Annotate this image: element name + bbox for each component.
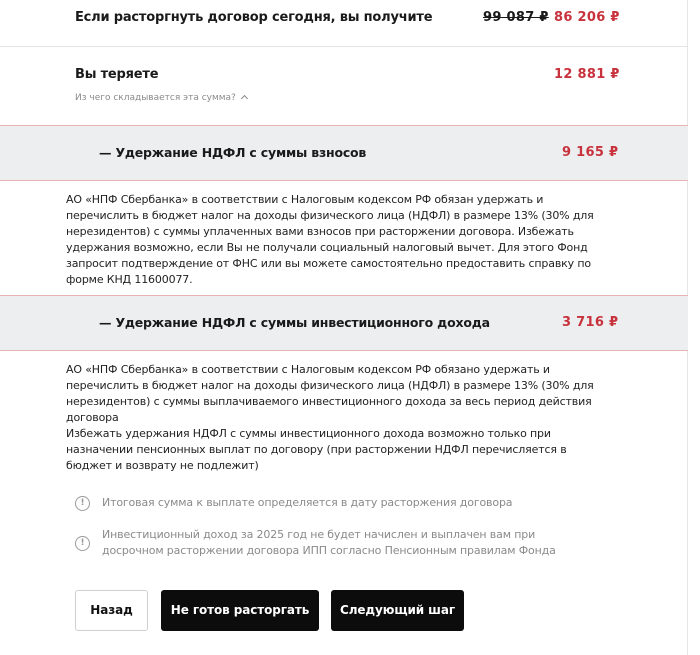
- info-icon: !: [75, 496, 90, 511]
- loss-amount: 12 881 ₽: [554, 67, 620, 82]
- info-note-text: Итоговая сумма к выплате определяется в дату расторжения договора: [102, 496, 513, 509]
- section-title: — Удержание НДФЛ с суммы взносов: [99, 145, 367, 160]
- info-note: [75, 527, 595, 561]
- loss-label: Вы теряете: [75, 67, 159, 82]
- section-header-investment-income-tax[interactable]: [0, 295, 688, 351]
- section-paragraph: АО «НПФ Сбербанка» в соответствии с Налоговым кодексом РФ обязано удержать и перечислить в бюджет налог на доходы физического лица (НДФЛ) в размере 13% (30% для нерезидентов) с суммы выплачиваемого инвестиционного дохода за весь период действия договора: [66, 363, 594, 424]
- not-ready-button[interactable]: Не готов расторгать: [161, 590, 319, 631]
- back-button[interactable]: Назад: [75, 590, 148, 631]
- loss-details-link[interactable]: Из чего складывается эта сумма?: [75, 93, 236, 103]
- section-amount: 3 716 ₽: [562, 315, 619, 330]
- section-paragraph: АО «НПФ Сбербанка» в соответствии с Налоговым кодексом РФ обязан удержать и перечислить в бюджет налог на доходы физического лица (НДФЛ) в размере 13% (30% для нерезидентов) с суммы уплаченных вами взносов при расторжении договора. Избежать удержания возможно, если Вы не получали социальный налоговый вычет. Для этого Фонд запросит подтверждение от ФНС или вы можете самостоятельно предоставить справку по форме КНД 11600077.: [66, 193, 594, 286]
- info-icon: !: [75, 536, 90, 551]
- chevron-up-icon[interactable]: [241, 95, 248, 102]
- section-amount: 9 165 ₽: [562, 145, 619, 160]
- info-note-text: Инвестиционный доход за 2025 год не будет начислен и выплачен вам при досрочном расторжении договора ИПП согласно Пенсионным правилам Фонда: [102, 528, 556, 557]
- section-paragraph: Избежать удержания НДФЛ с суммы инвестиционного дохода возможно только при назначении пенсионных выплат по договору (при расторжении НДФЛ перечисляется в бюджет и возврату не подлежит): [66, 427, 567, 472]
- loss-row: [0, 48, 688, 126]
- next-step-button[interactable]: Следующий шаг: [331, 590, 464, 631]
- payout-summary-row: [0, 0, 688, 47]
- info-note: [75, 495, 595, 513]
- payout-label: Если расторгнуть договор сегодня, вы получите: [75, 10, 433, 25]
- section-header-contributions-tax[interactable]: [0, 125, 688, 181]
- new-payout-amount: 86 206 ₽: [554, 10, 620, 25]
- old-payout-amount: 99 087 ₽: [483, 10, 549, 25]
- section-title: — Удержание НДФЛ с суммы инвестиционного дохода: [99, 315, 490, 330]
- loss-details-toggle[interactable]: [75, 93, 247, 103]
